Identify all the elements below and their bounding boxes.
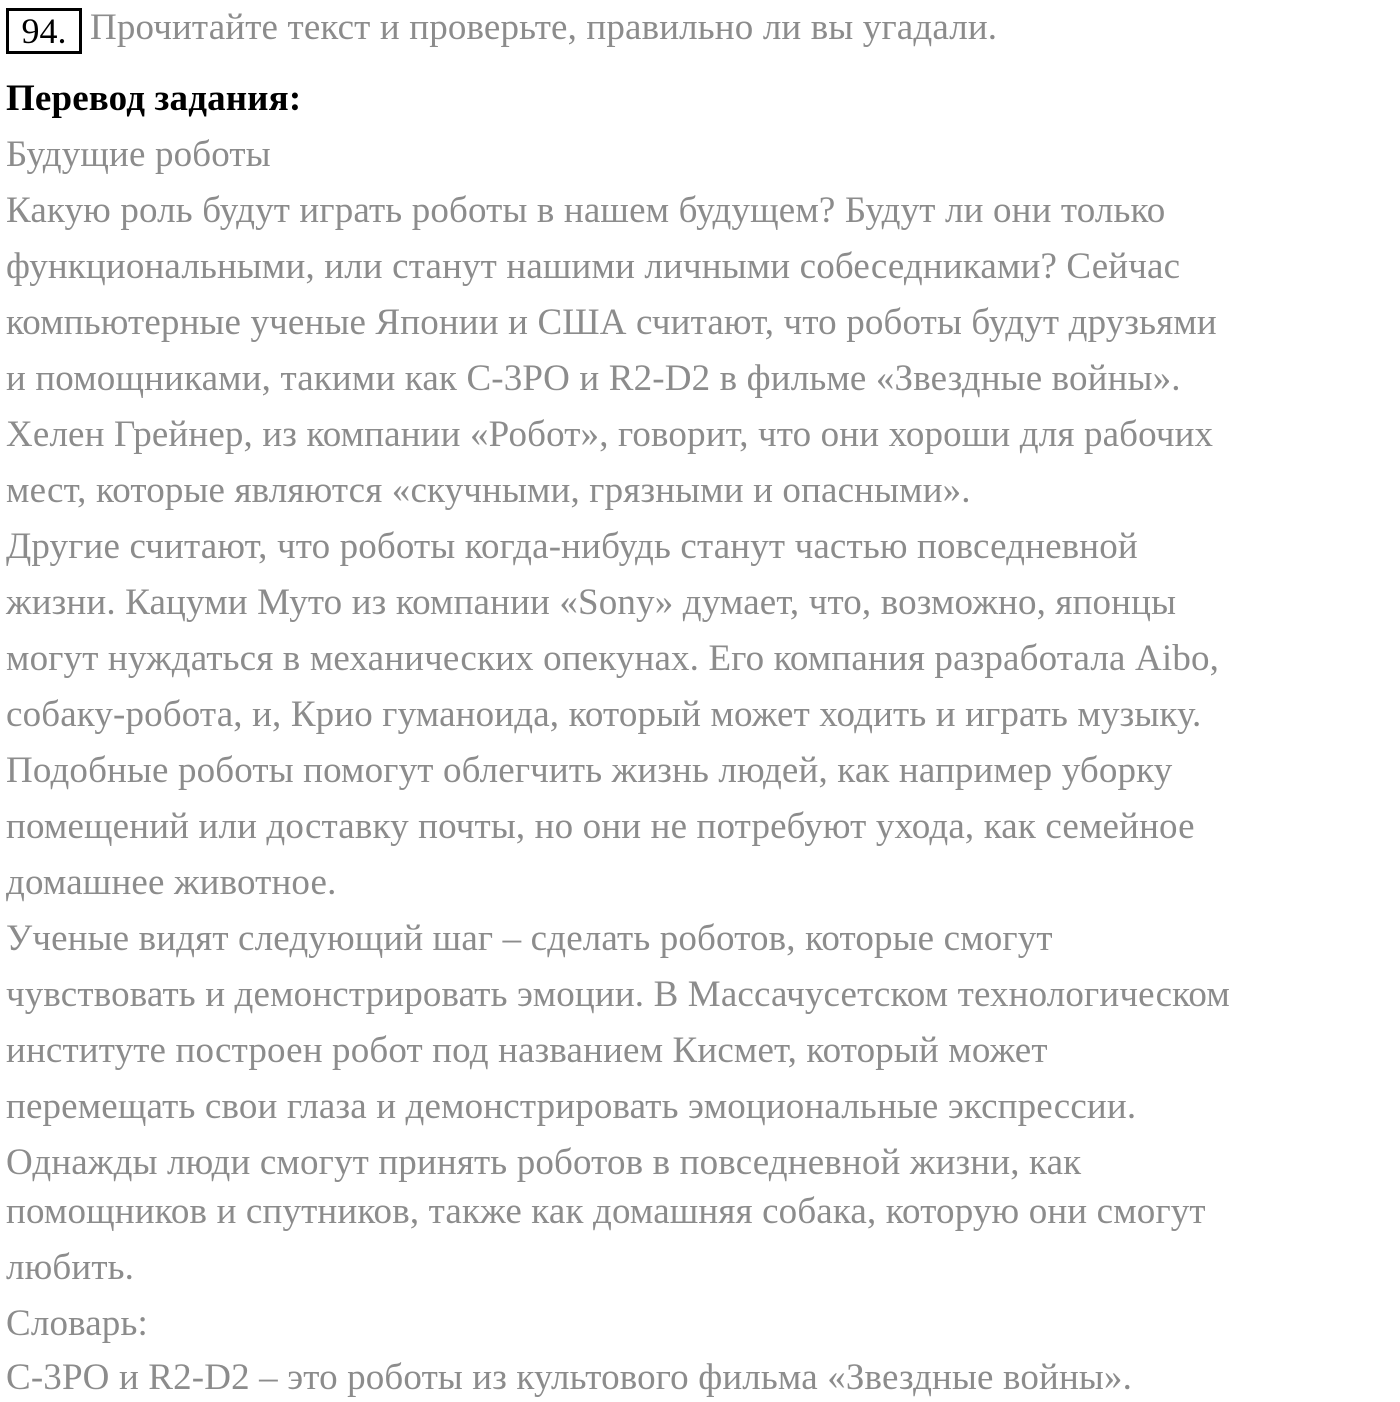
text-line: перемещать свои глаза и демонстрировать эмоциональные экспрессии. <box>6 1086 1137 1127</box>
text-line: Какую роль будут играть роботы в нашем будущем? Будут ли они только <box>6 190 1166 231</box>
text-line: мест, которые являются «скучными, грязными и опасными». <box>6 470 971 511</box>
text-line: Другие считают, что роботы когда-нибудь станут частью повседневной <box>6 526 1138 567</box>
text-line: любить. <box>6 1247 135 1288</box>
task-instruction: Прочитайте текст и проверьте, правильно ли вы угадали. <box>90 7 998 48</box>
text-line: чувствовать и демонстрировать эмоции. В Массачусетском технологическом <box>6 974 1230 1015</box>
vocabulary-entry: С-3PO и R2-D2 – это роботы из культового фильма «Звездные войны». <box>6 1357 1132 1398</box>
text-line: могут нуждаться в механических опекунах. Его компания разработала Aibo, <box>6 638 1220 679</box>
section-heading: Перевод задания: <box>6 78 302 119</box>
text-line: Однажды люди смогут принять роботов в повседневной жизни, как <box>6 1142 1082 1183</box>
task-number-box: 94. <box>6 8 82 54</box>
text-line: помощников и спутников, также как домашняя собака, которую они смогут <box>6 1191 1206 1232</box>
text-line: компьютерные ученые Японии и США считают, что роботы будут друзьями <box>6 302 1217 343</box>
text-line: функциональными, или станут нашими личными собеседниками? Сейчас <box>6 246 1181 287</box>
text-line: и помощниками, такими как С-3PO и R2-D2 в фильме «Звездные войны». <box>6 358 1181 399</box>
text-line: жизни. Кацуми Муто из компании «Sony» думает, что, возможно, японцы <box>6 582 1177 623</box>
text-line: домашнее животное. <box>6 862 337 903</box>
text-line: Подобные роботы помогут облегчить жизнь людей, как например уборку <box>6 750 1173 791</box>
text-line: институте построен робот под названием Кисмет, который может <box>6 1030 1048 1071</box>
text-title: Будущие роботы <box>6 134 271 175</box>
text-line: Ученые видят следующий шаг – сделать роботов, которые смогут <box>6 918 1053 959</box>
text-line: собаку-робота, и, Крио гуманоида, который может ходить и играть музыку. <box>6 694 1202 735</box>
vocabulary-heading: Словарь: <box>6 1303 148 1344</box>
text-line: помещений или доставку почты, но они не потребуют ухода, как семейное <box>6 806 1195 847</box>
text-line: Хелен Грейнер, из компании «Робот», говорит, что они хороши для рабочих <box>6 414 1214 455</box>
